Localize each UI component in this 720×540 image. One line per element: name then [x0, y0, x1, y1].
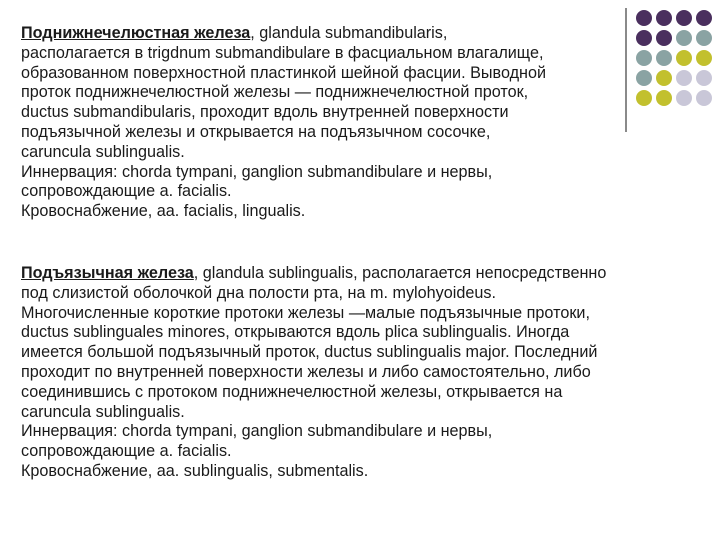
paragraph-line: caruncula sublingualis.: [21, 402, 185, 421]
paragraph-line: [21, 24, 701, 44]
term-sublingual-gland: Подъязычная железа: [21, 264, 194, 282]
paragraph-text: , glandula sublingualis, располагается непосредственно: [193, 264, 607, 282]
paragraph-line: проходит по внутренней поверхности железы и либо самостоятельно, либо: [21, 362, 591, 381]
paragraph-text: , glandula submandibularis,: [250, 24, 448, 42]
paragraph-line: ductus sublinguales minores, открываются вдоль plica sublingualis. Иногда: [21, 323, 570, 342]
paragraph-line: сопровождающие a. facialis.: [21, 442, 232, 461]
paragraph-line: подъязычной железы и открывается на подъязычном сосочке,: [21, 122, 491, 141]
blood-supply-line: Кровоснабжение, аа. facialis, lingualis.: [21, 202, 306, 221]
paragraph-line: проток поднижнечелюстной железы — поднижнечелюстной проток,: [21, 83, 529, 102]
paragraph-line: ductus submandibularis, проходит вдоль внутренней поверхности: [21, 103, 509, 122]
paragraph-line: сопровождающие a. facialis.: [21, 182, 232, 201]
paragraph-line: под слизистой оболочкой дна полости рта, на m. mylohyoideus.: [21, 283, 496, 302]
paragraph-line: имеется большой подъязычный проток, ductus sublingualis major. Последний: [21, 343, 598, 362]
paragraph-submandibular-gland: [21, 24, 701, 222]
paragraph-line: образованном поверхностной пластинкой шейной фасции. Выводной: [21, 63, 547, 82]
paragraph-line: соединившись с протоком поднижнечелюстной железы, открывается на: [21, 382, 563, 401]
term-submandibular-gland: Поднижнечелюстная железа: [21, 24, 251, 42]
innervation-line: Иннервация: chorda tympani, ganglion submandibulare и нервы,: [21, 422, 493, 441]
blood-supply-line: Кровоснабжение, аа. sublingualis, submentalis.: [21, 461, 369, 480]
paragraph-line: располагается в trigdnum submandibulare в фасциальном влагалище,: [21, 43, 544, 62]
paragraph-sublingual-gland: [21, 264, 701, 482]
innervation-line: Иннервация: chorda tympani, ganglion submandibulare и нервы,: [21, 162, 493, 181]
paragraph-line: [21, 264, 701, 284]
paragraph-line: caruncula sublingualis.: [21, 142, 185, 161]
paragraph-line: Многочисленные короткие протоки железы —малые подъязычные протоки,: [21, 303, 590, 322]
